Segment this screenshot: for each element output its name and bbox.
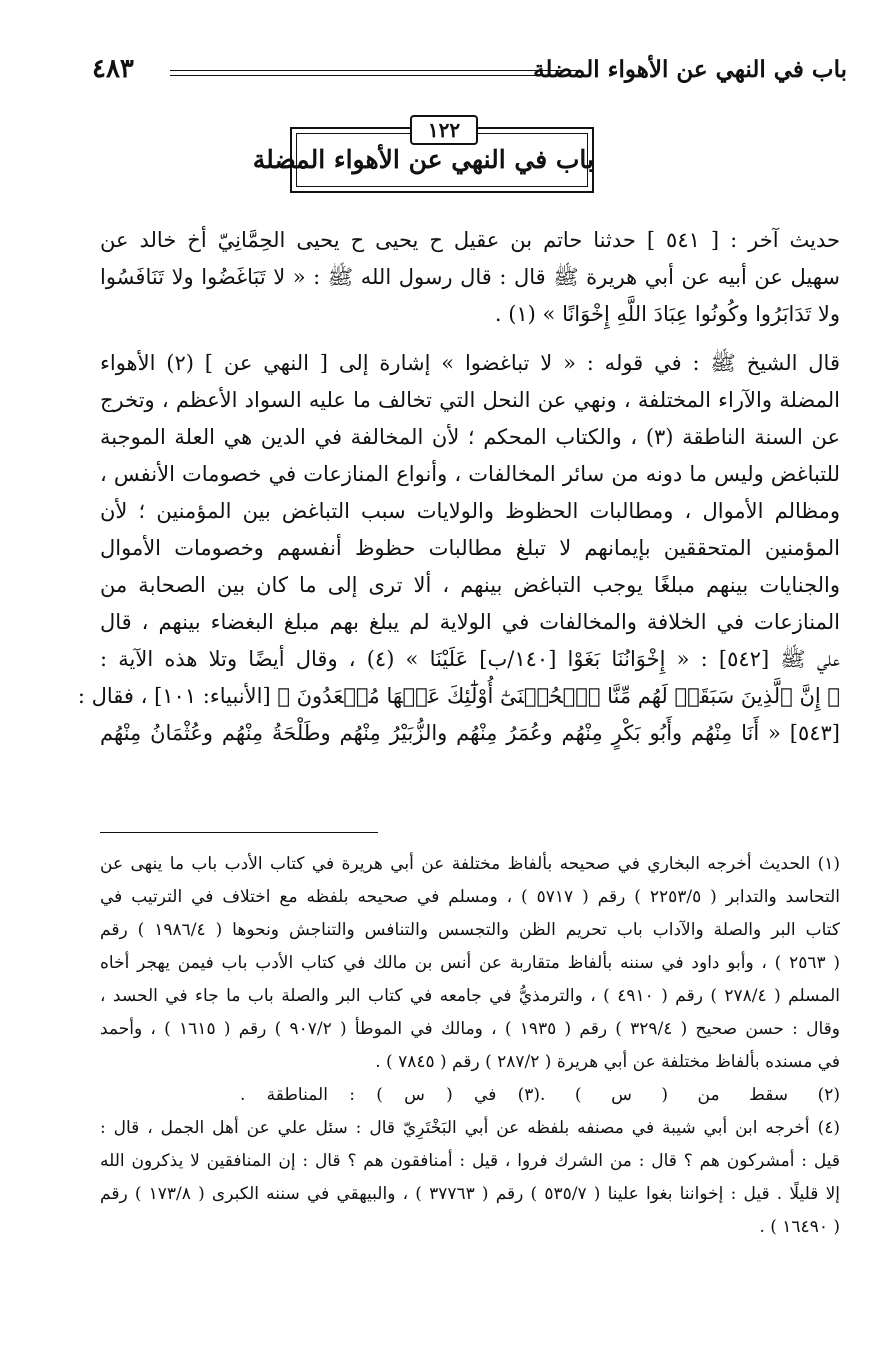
- text-line: المنازعات في الخلافة والمخالفات في الولاية لم يبلغ بهم مبلغ البغضاء بينهم ، قال: [100, 610, 840, 634]
- text-line: ولا تَدَابَرُوا وكُونُوا عِبَادَ اللَّهِ إِخْوَانًا » (١) .: [494, 302, 840, 326]
- chapter-title: باب في النهي عن الأهواء المضلة: [252, 145, 594, 174]
- footnote-line: التحاسد والتدابر ( ٢٢٥٣/٥ ) رقم ( ٥٧١٧ ) ، ومسلم في صحيحه بلفظه مع اختلاف في الترتيب في: [100, 887, 841, 907]
- text-line: قال الشيخ ﷺ : في قوله : « لا تباغضوا » إشارة إلى [ النهي عن ] (٢) الأهواء: [100, 351, 840, 375]
- text-line: سهيل عن أبيه عن أبي هريرة ﷺ قال : قال رسول الله ﷺ : « لا تَبَاغَضُوا ولا تَنَافَسُوا: [100, 265, 840, 289]
- footnote-line: ( ٢٥٦٣ ) ، وأبو داود في سننه بألفاظ متقاربة عن أنس بن مالك في كتاب الأدب باب فيمن يهجر أخاه: [100, 953, 840, 973]
- text-line: عن السنة الناطقة (٣) ، والكتاب المحكم ؛ لأن المخالفة في الدين هي العلة الموجبة: [100, 425, 840, 449]
- footnote-line: إلا قليلًا . قيل : إخواننا بغوا علينا ( ٥٣٥/٧ ) رقم ( ٣٧٧٦٣ ) ، والبيهقي في سننه الكبرى ( ١٧٣/٨ ) رقم: [100, 1184, 840, 1204]
- footnotes: [100, 848, 840, 1244]
- footnote-separator: [100, 832, 378, 833]
- text-line: المضلة والآراء المختلفة ، ونهي عن النحل التي تخالف ما عليه السواد الأعظم ، وتخرج: [100, 388, 840, 412]
- footnote-line: كتاب البر والصلة والآداب باب تحريم الظن والتجسس والتنافس والتناجش ونحوها ( ١٩٨٦/٤ ) رقم: [100, 920, 840, 940]
- footnote-line: وقال : حسن صحيح ( ٣٢٩/٤ ) رقم ( ١٩٣٥ ) ، ومالك في الموطأ ( ٩٠٧/٢ ) رقم ( ١٦١٥ ) ، وأحمد: [100, 1019, 841, 1039]
- text-line: للتباغض وليس ما دونه من سائر المخالفات ، وأنواع المنازعات في خصومات الأنفس ،: [100, 462, 840, 486]
- footnote-line: في مسنده بألفاظ مختلفة عن أبي هريرة ( ٢٨٧/٢ ) رقم ( ٧٨٤٥ ) .: [375, 1052, 840, 1072]
- footnote-line: (٤) أخرجه ابن أبي شيبة في مصنفه بلفظه عن أبي البَخْتَرِيّ قال : سئل علي عن أهل الجمل ، قال :: [100, 1118, 840, 1138]
- running-header: [92, 52, 847, 92]
- footnote-pair: [100, 1079, 840, 1112]
- text-line: ومظالم الأموال ، ومطالبات الحظوظ والولايات سبب التباغض بين المؤمنين ؛ لأن: [100, 499, 840, 523]
- footnote-line: (١) الحديث أخرجه البخاري في صحيحه بألفاظ مختلفة عن أبي هريرة في كتاب الأدب باب ما ينهى عن: [100, 854, 840, 874]
- chapter-number: ١٢٢: [410, 115, 478, 145]
- text-line: [٥٤٣] « أَنَا مِنْهُم وأَبُو بَكْرٍ مِنْهُم وعُمَرُ مِنْهُم والزُّبَيْرُ مِنْهُم وطَلْحَةُ مِنْهُم وعُثْمَانُ مِنْهُم: [100, 721, 840, 745]
- main-text: [77, 222, 840, 752]
- header-double-rule: [170, 70, 577, 76]
- paragraph-gap: [100, 333, 840, 345]
- chapter-heading-box: [252, 115, 594, 191]
- quran-verse-line: ﴿ إِنَّ ٱلَّذِينَ سَبَقَتۡ لَهُم مِّنَّا ٱلۡحُسۡنَىٰٓ أُوْلَٰٓئِكَ عَنۡهَا مُبۡعَدُونَ ﴾ [الأنبياء: ١٠١] ، فقال :: [77, 684, 840, 708]
- text-line: والجنايات بينهم مبلغًا يوجب التباغض بينهم ، ألا ترى إلى ما كان بين الصحابة من: [100, 573, 840, 597]
- footnote-line: قيل : أمشركون هم ؟ قال : من الشرك فروا ، قيل : أمنافقون هم ؟ قال : إن المنافقين لا يذكرون الله: [100, 1151, 840, 1171]
- text-line: علي ﷺ [٥٤٢] : « إِخْوَانُنَا بَغَوْا [١٤٠/ب] عَلَيْنَا » (٤) ، وقال أيضًا وتلا هذه الآية :: [100, 647, 840, 671]
- page-number: ٤٨٣: [92, 54, 134, 84]
- text-line: المؤمنين المتحققين بإيمانهم لا تبلغ مطالبات حظوظ أنفسهم وخصومات الأموال: [100, 536, 840, 560]
- footnote-3: (٣) في ( س ) : المناطقة .: [240, 1085, 540, 1105]
- footnote-line: المسلم ( ٢٧٨/٤ ) رقم ( ٤٩١٠ ) ، والترمذيُّ في جامعه في كتاب البر والصلة باب ما جاء في الحسد ،: [100, 986, 840, 1006]
- footnote-line: ( ١٦٤٩٠ ) .: [759, 1217, 840, 1237]
- running-title: باب في النهي عن الأهواء المضلة: [533, 56, 847, 83]
- footnote-2: (٢) سقط من ( س ) .: [540, 1085, 840, 1105]
- text-line: حديث آخر : [ ٥٤١ ] حدثنا حاتم بن عقيل ح يحيى ح يحيى الحِمَّانِيّ أخ خالد عن: [100, 228, 840, 252]
